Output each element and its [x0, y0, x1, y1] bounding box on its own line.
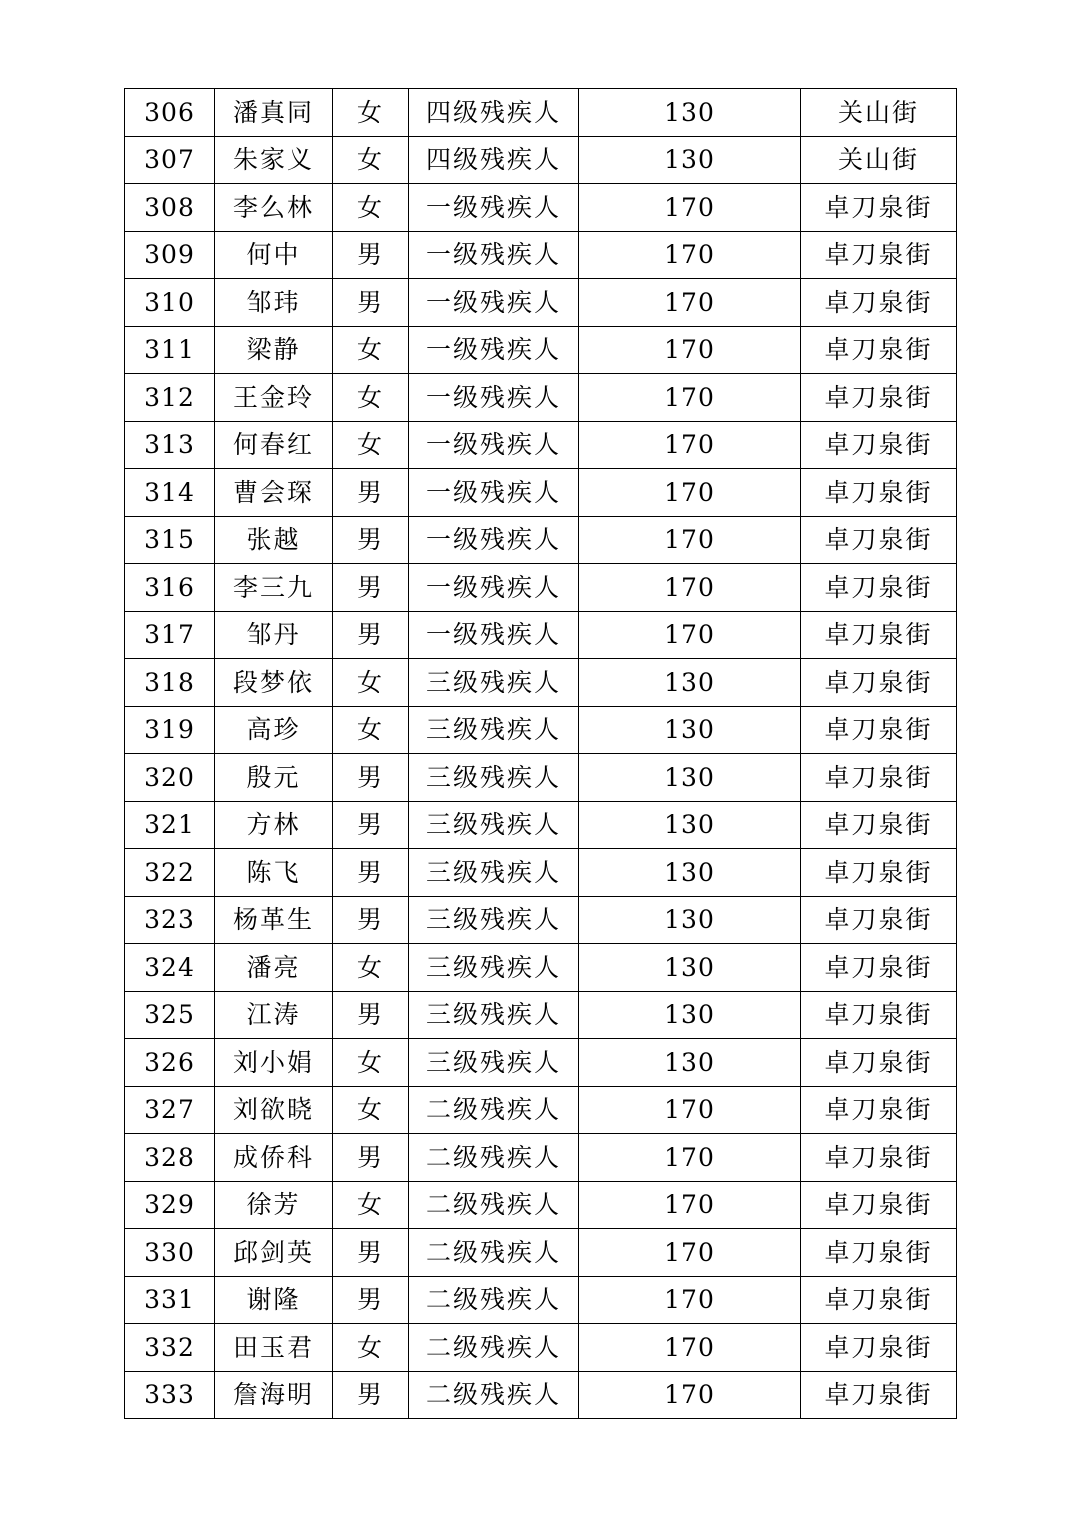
row-index: 333	[125, 1371, 215, 1419]
row-category: 一级残疾人	[409, 231, 579, 279]
row-gender: 女	[333, 89, 409, 137]
row-category: 二级残疾人	[409, 1181, 579, 1229]
row-index: 317	[125, 611, 215, 659]
row-street: 卓刀泉街	[801, 944, 957, 992]
row-gender: 女	[333, 944, 409, 992]
row-name: 高珍	[215, 706, 333, 754]
table-row	[125, 1324, 957, 1372]
row-category: 二级残疾人	[409, 1371, 579, 1419]
row-gender: 男	[333, 564, 409, 612]
row-amount: 170	[579, 564, 801, 612]
row-gender: 男	[333, 849, 409, 897]
table-row	[125, 1229, 957, 1277]
row-index: 315	[125, 516, 215, 564]
row-street: 卓刀泉街	[801, 1086, 957, 1134]
row-index: 319	[125, 706, 215, 754]
table-row	[125, 991, 957, 1039]
row-index: 328	[125, 1134, 215, 1182]
row-street: 卓刀泉街	[801, 1134, 957, 1182]
row-name: 段梦依	[215, 659, 333, 707]
row-index: 324	[125, 944, 215, 992]
row-street: 卓刀泉街	[801, 896, 957, 944]
row-gender: 女	[333, 136, 409, 184]
table-row	[125, 279, 957, 327]
row-name: 田玉君	[215, 1324, 333, 1372]
row-gender: 男	[333, 231, 409, 279]
row-index: 308	[125, 184, 215, 232]
row-name: 潘真同	[215, 89, 333, 137]
row-street: 关山街	[801, 136, 957, 184]
row-name: 徐芳	[215, 1181, 333, 1229]
row-index: 313	[125, 421, 215, 469]
row-gender: 女	[333, 1181, 409, 1229]
row-index: 309	[125, 231, 215, 279]
row-street: 卓刀泉街	[801, 184, 957, 232]
row-street: 卓刀泉街	[801, 279, 957, 327]
table-body	[125, 89, 957, 1419]
row-category: 一级残疾人	[409, 611, 579, 659]
row-street: 卓刀泉街	[801, 1229, 957, 1277]
row-name: 潘亮	[215, 944, 333, 992]
row-name: 李么林	[215, 184, 333, 232]
row-name: 何春红	[215, 421, 333, 469]
row-gender: 女	[333, 374, 409, 422]
table-row	[125, 421, 957, 469]
table-row	[125, 374, 957, 422]
row-gender: 男	[333, 279, 409, 327]
row-amount: 170	[579, 184, 801, 232]
row-gender: 男	[333, 991, 409, 1039]
row-street: 卓刀泉街	[801, 706, 957, 754]
row-name: 陈飞	[215, 849, 333, 897]
row-category: 四级残疾人	[409, 136, 579, 184]
row-name: 刘欲晓	[215, 1086, 333, 1134]
row-gender: 女	[333, 184, 409, 232]
row-category: 二级残疾人	[409, 1324, 579, 1372]
table-row	[125, 944, 957, 992]
table-row	[125, 564, 957, 612]
table-row	[125, 1371, 957, 1419]
row-name: 邹丹	[215, 611, 333, 659]
row-amount: 170	[579, 1134, 801, 1182]
row-gender: 男	[333, 516, 409, 564]
row-category: 一级残疾人	[409, 564, 579, 612]
row-amount: 130	[579, 849, 801, 897]
row-gender: 男	[333, 1134, 409, 1182]
row-category: 三级残疾人	[409, 754, 579, 802]
table-row	[125, 849, 957, 897]
row-amount: 170	[579, 231, 801, 279]
row-index: 326	[125, 1039, 215, 1087]
table-row	[125, 754, 957, 802]
row-name: 方林	[215, 801, 333, 849]
row-amount: 170	[579, 326, 801, 374]
row-category: 三级残疾人	[409, 991, 579, 1039]
row-gender: 男	[333, 1229, 409, 1277]
row-gender: 男	[333, 1371, 409, 1419]
row-index: 316	[125, 564, 215, 612]
row-name: 张越	[215, 516, 333, 564]
row-name: 谢隆	[215, 1276, 333, 1324]
row-name: 邱剑英	[215, 1229, 333, 1277]
row-gender: 女	[333, 1086, 409, 1134]
row-street: 卓刀泉街	[801, 516, 957, 564]
row-name: 刘小娟	[215, 1039, 333, 1087]
table-row	[125, 326, 957, 374]
row-gender: 女	[333, 1039, 409, 1087]
row-index: 311	[125, 326, 215, 374]
row-category: 二级残疾人	[409, 1229, 579, 1277]
row-amount: 170	[579, 1324, 801, 1372]
row-gender: 男	[333, 1276, 409, 1324]
table-row	[125, 516, 957, 564]
row-amount: 170	[579, 611, 801, 659]
row-category: 四级残疾人	[409, 89, 579, 137]
table-row	[125, 136, 957, 184]
row-name: 何中	[215, 231, 333, 279]
row-gender: 男	[333, 754, 409, 802]
row-name: 朱家义	[215, 136, 333, 184]
row-street: 关山街	[801, 89, 957, 137]
table-row	[125, 1039, 957, 1087]
row-category: 三级残疾人	[409, 659, 579, 707]
row-amount: 170	[579, 1181, 801, 1229]
row-street: 卓刀泉街	[801, 801, 957, 849]
row-street: 卓刀泉街	[801, 421, 957, 469]
table-row	[125, 231, 957, 279]
row-street: 卓刀泉街	[801, 611, 957, 659]
row-index: 325	[125, 991, 215, 1039]
row-street: 卓刀泉街	[801, 231, 957, 279]
row-name: 王金玲	[215, 374, 333, 422]
row-category: 一级残疾人	[409, 326, 579, 374]
row-name: 邹玮	[215, 279, 333, 327]
table-row	[125, 1134, 957, 1182]
row-amount: 130	[579, 754, 801, 802]
row-name: 杨革生	[215, 896, 333, 944]
row-category: 一级残疾人	[409, 374, 579, 422]
row-name: 李三九	[215, 564, 333, 612]
table-row	[125, 469, 957, 517]
row-category: 一级残疾人	[409, 421, 579, 469]
row-gender: 男	[333, 801, 409, 849]
row-street: 卓刀泉街	[801, 374, 957, 422]
row-amount: 170	[579, 469, 801, 517]
row-category: 三级残疾人	[409, 896, 579, 944]
row-index: 314	[125, 469, 215, 517]
row-index: 332	[125, 1324, 215, 1372]
row-gender: 女	[333, 659, 409, 707]
disability-subsidy-table	[124, 88, 957, 1419]
row-street: 卓刀泉街	[801, 849, 957, 897]
row-index: 307	[125, 136, 215, 184]
row-name: 梁静	[215, 326, 333, 374]
row-street: 卓刀泉街	[801, 991, 957, 1039]
row-category: 二级残疾人	[409, 1134, 579, 1182]
row-category: 二级残疾人	[409, 1276, 579, 1324]
row-gender: 女	[333, 421, 409, 469]
row-street: 卓刀泉街	[801, 1371, 957, 1419]
row-amount: 170	[579, 279, 801, 327]
row-gender: 男	[333, 611, 409, 659]
row-category: 三级残疾人	[409, 944, 579, 992]
row-name: 詹海明	[215, 1371, 333, 1419]
row-index: 327	[125, 1086, 215, 1134]
row-amount: 170	[579, 1086, 801, 1134]
row-index: 322	[125, 849, 215, 897]
table-row	[125, 1086, 957, 1134]
table-row	[125, 659, 957, 707]
row-street: 卓刀泉街	[801, 564, 957, 612]
row-street: 卓刀泉街	[801, 469, 957, 517]
table-row	[125, 611, 957, 659]
row-street: 卓刀泉街	[801, 754, 957, 802]
row-category: 三级残疾人	[409, 849, 579, 897]
row-amount: 130	[579, 706, 801, 754]
row-street: 卓刀泉街	[801, 1181, 957, 1229]
table-row	[125, 1181, 957, 1229]
row-amount: 130	[579, 136, 801, 184]
table-row	[125, 1276, 957, 1324]
row-amount: 130	[579, 991, 801, 1039]
row-amount: 170	[579, 421, 801, 469]
row-amount: 170	[579, 1229, 801, 1277]
row-category: 一级残疾人	[409, 184, 579, 232]
table-row	[125, 706, 957, 754]
row-street: 卓刀泉街	[801, 1276, 957, 1324]
row-gender: 女	[333, 706, 409, 754]
row-gender: 女	[333, 1324, 409, 1372]
row-name: 曹会琛	[215, 469, 333, 517]
row-category: 三级残疾人	[409, 801, 579, 849]
row-amount: 170	[579, 1371, 801, 1419]
row-amount: 170	[579, 1276, 801, 1324]
row-gender: 男	[333, 896, 409, 944]
row-category: 二级残疾人	[409, 1086, 579, 1134]
row-street: 卓刀泉街	[801, 659, 957, 707]
row-street: 卓刀泉街	[801, 1324, 957, 1372]
row-category: 三级残疾人	[409, 706, 579, 754]
row-amount: 170	[579, 516, 801, 564]
row-gender: 女	[333, 326, 409, 374]
row-index: 321	[125, 801, 215, 849]
row-index: 318	[125, 659, 215, 707]
row-index: 312	[125, 374, 215, 422]
row-amount: 130	[579, 896, 801, 944]
row-category: 三级残疾人	[409, 1039, 579, 1087]
row-amount: 130	[579, 659, 801, 707]
row-index: 320	[125, 754, 215, 802]
row-amount: 170	[579, 374, 801, 422]
row-amount: 130	[579, 944, 801, 992]
row-street: 卓刀泉街	[801, 1039, 957, 1087]
row-index: 310	[125, 279, 215, 327]
row-name: 江涛	[215, 991, 333, 1039]
table-row	[125, 184, 957, 232]
row-street: 卓刀泉街	[801, 326, 957, 374]
row-amount: 130	[579, 801, 801, 849]
row-index: 329	[125, 1181, 215, 1229]
row-index: 306	[125, 89, 215, 137]
table-row	[125, 801, 957, 849]
row-amount: 130	[579, 89, 801, 137]
table-row	[125, 89, 957, 137]
row-category: 一级残疾人	[409, 279, 579, 327]
row-index: 331	[125, 1276, 215, 1324]
row-amount: 130	[579, 1039, 801, 1087]
row-index: 323	[125, 896, 215, 944]
row-name: 殷元	[215, 754, 333, 802]
table-row	[125, 896, 957, 944]
row-category: 一级残疾人	[409, 516, 579, 564]
row-name: 成侨科	[215, 1134, 333, 1182]
row-index: 330	[125, 1229, 215, 1277]
row-category: 一级残疾人	[409, 469, 579, 517]
row-gender: 男	[333, 469, 409, 517]
